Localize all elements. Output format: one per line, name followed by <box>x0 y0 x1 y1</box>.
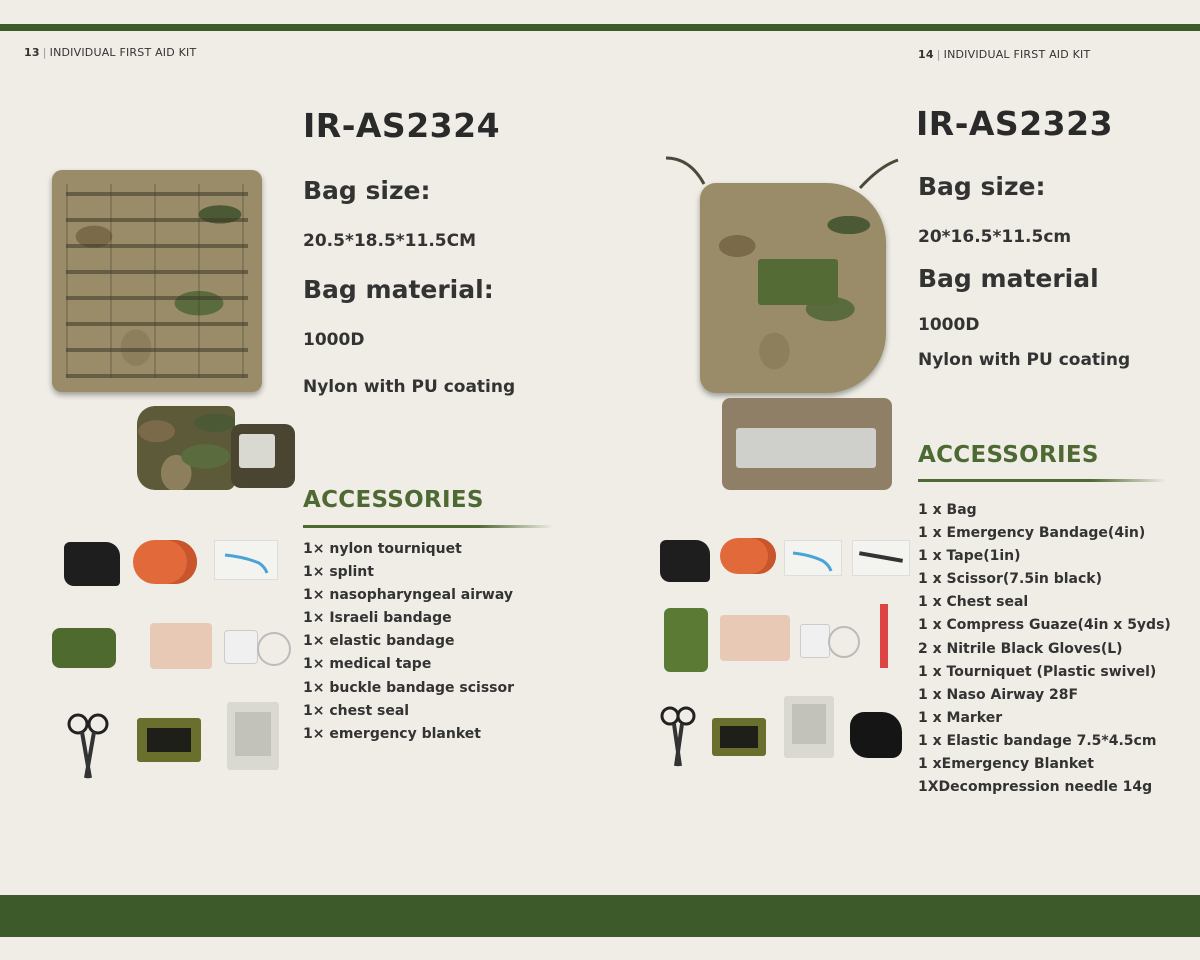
tape-roll-image <box>828 626 860 658</box>
material-line2: Nylon with PU coating <box>303 377 516 397</box>
molle-webbing <box>66 184 248 378</box>
israeli-bandage-image <box>664 608 708 672</box>
marker-image <box>880 604 888 668</box>
chest-seal-image <box>712 718 766 756</box>
list-item: 1 x Marker <box>918 709 1003 726</box>
list-item: 1× Israeli bandage <box>303 610 452 627</box>
list-item: 1× chest seal <box>303 702 410 719</box>
bag-material-label: Bag material <box>918 264 1099 293</box>
bag-material-label: Bag material: <box>303 275 494 304</box>
splint-image <box>720 538 776 574</box>
material-line2: Nylon with PU coating <box>918 350 1131 370</box>
elastic-bandage-image <box>720 615 790 661</box>
medical-tape-image <box>800 624 830 658</box>
pouch-photo-open <box>722 398 892 490</box>
page-number: 13 <box>24 46 40 59</box>
page-number: 14 <box>918 48 934 61</box>
bag-size-label: Bag size: <box>918 172 1046 201</box>
elastic-bandage-image <box>150 623 212 669</box>
top-rule <box>0 24 1200 31</box>
model-name: IR-AS2324 <box>303 106 501 145</box>
list-item: 1× splint <box>303 564 374 581</box>
accessories-list <box>918 499 1171 799</box>
scissor-image <box>660 706 696 770</box>
scissor-image <box>66 712 110 782</box>
list-item: 1 x Emergency Bandage(4in) <box>918 525 1146 542</box>
list-item: 1 xEmergency Blanket <box>918 756 1094 773</box>
airway-image <box>784 540 842 576</box>
splint-image <box>133 540 197 584</box>
list-item: 1 x Tourniquet (Plastic swivel) <box>918 663 1157 680</box>
bag-size-value: 20*16.5*11.5cm <box>918 227 1072 247</box>
list-item: 1× medical tape <box>303 656 432 673</box>
bag-size-value: 20.5*18.5*11.5CM <box>303 231 477 251</box>
page-title: INDIVIDUAL FIRST AID KIT <box>49 46 197 59</box>
chest-seal-image <box>137 718 201 762</box>
list-item: 1 x Tape(1in) <box>918 548 1021 565</box>
list-item: 1 x Compress Guaze(4in x 5yds) <box>918 617 1171 634</box>
accessories-list <box>303 538 514 746</box>
emergency-blanket-image <box>227 702 279 770</box>
decompression-needle-image <box>852 540 910 576</box>
israeli-bandage-image <box>52 628 116 668</box>
accessories-rule <box>303 525 553 528</box>
pouch-photo-closed <box>700 183 886 393</box>
list-item: 1XDecompression needle 14g <box>918 779 1153 796</box>
tape-roll-image <box>257 632 291 666</box>
accessories-title: ACCESSORIES <box>918 442 1099 468</box>
pouch-cord <box>660 152 905 192</box>
bag-size-label: Bag size: <box>303 176 431 205</box>
emergency-blanket-image <box>784 696 834 758</box>
list-item: 1× nasopharyngeal airway <box>303 587 514 604</box>
list-item: 1× emergency blanket <box>303 725 481 742</box>
list-item: 1 x Chest seal <box>918 594 1029 611</box>
tourniquet-image <box>64 542 120 586</box>
pouch-photo-closed <box>52 170 262 392</box>
model-name: IR-AS2323 <box>916 104 1114 143</box>
material-line1: 1000D <box>303 330 365 350</box>
nitrile-gloves-image <box>850 712 902 758</box>
list-item: 1 x Naso Airway 28F <box>918 686 1079 703</box>
medical-tape-image <box>224 630 258 664</box>
accessories-title: ACCESSORIES <box>303 487 484 513</box>
list-item: 1× elastic bandage <box>303 633 455 650</box>
accessories-rule <box>918 479 1166 482</box>
list-item: 1× buckle bandage scissor <box>303 679 515 696</box>
page-header-left: 13 | INDIVIDUAL FIRST AID KIT <box>24 46 197 59</box>
list-item: 1 x Bag <box>918 502 977 518</box>
tourniquet-image <box>660 540 710 582</box>
page-title: INDIVIDUAL FIRST AID KIT <box>943 48 1091 61</box>
list-item: 1× nylon tourniquet <box>303 541 462 557</box>
pouch-flap <box>231 424 295 488</box>
airway-image <box>214 540 278 580</box>
list-item: 1 x Elastic bandage 7.5*4.5cm <box>918 732 1157 749</box>
material-line1: 1000D <box>918 315 980 335</box>
page-header-right: 14 | INDIVIDUAL FIRST AID KIT <box>918 48 1091 61</box>
pouch-photo-open <box>137 406 235 490</box>
list-item: 2 x Nitrile Black Gloves(L) <box>918 640 1123 657</box>
list-item: 1 x Scissor(7.5in black) <box>918 571 1103 588</box>
bottom-band <box>0 895 1200 937</box>
